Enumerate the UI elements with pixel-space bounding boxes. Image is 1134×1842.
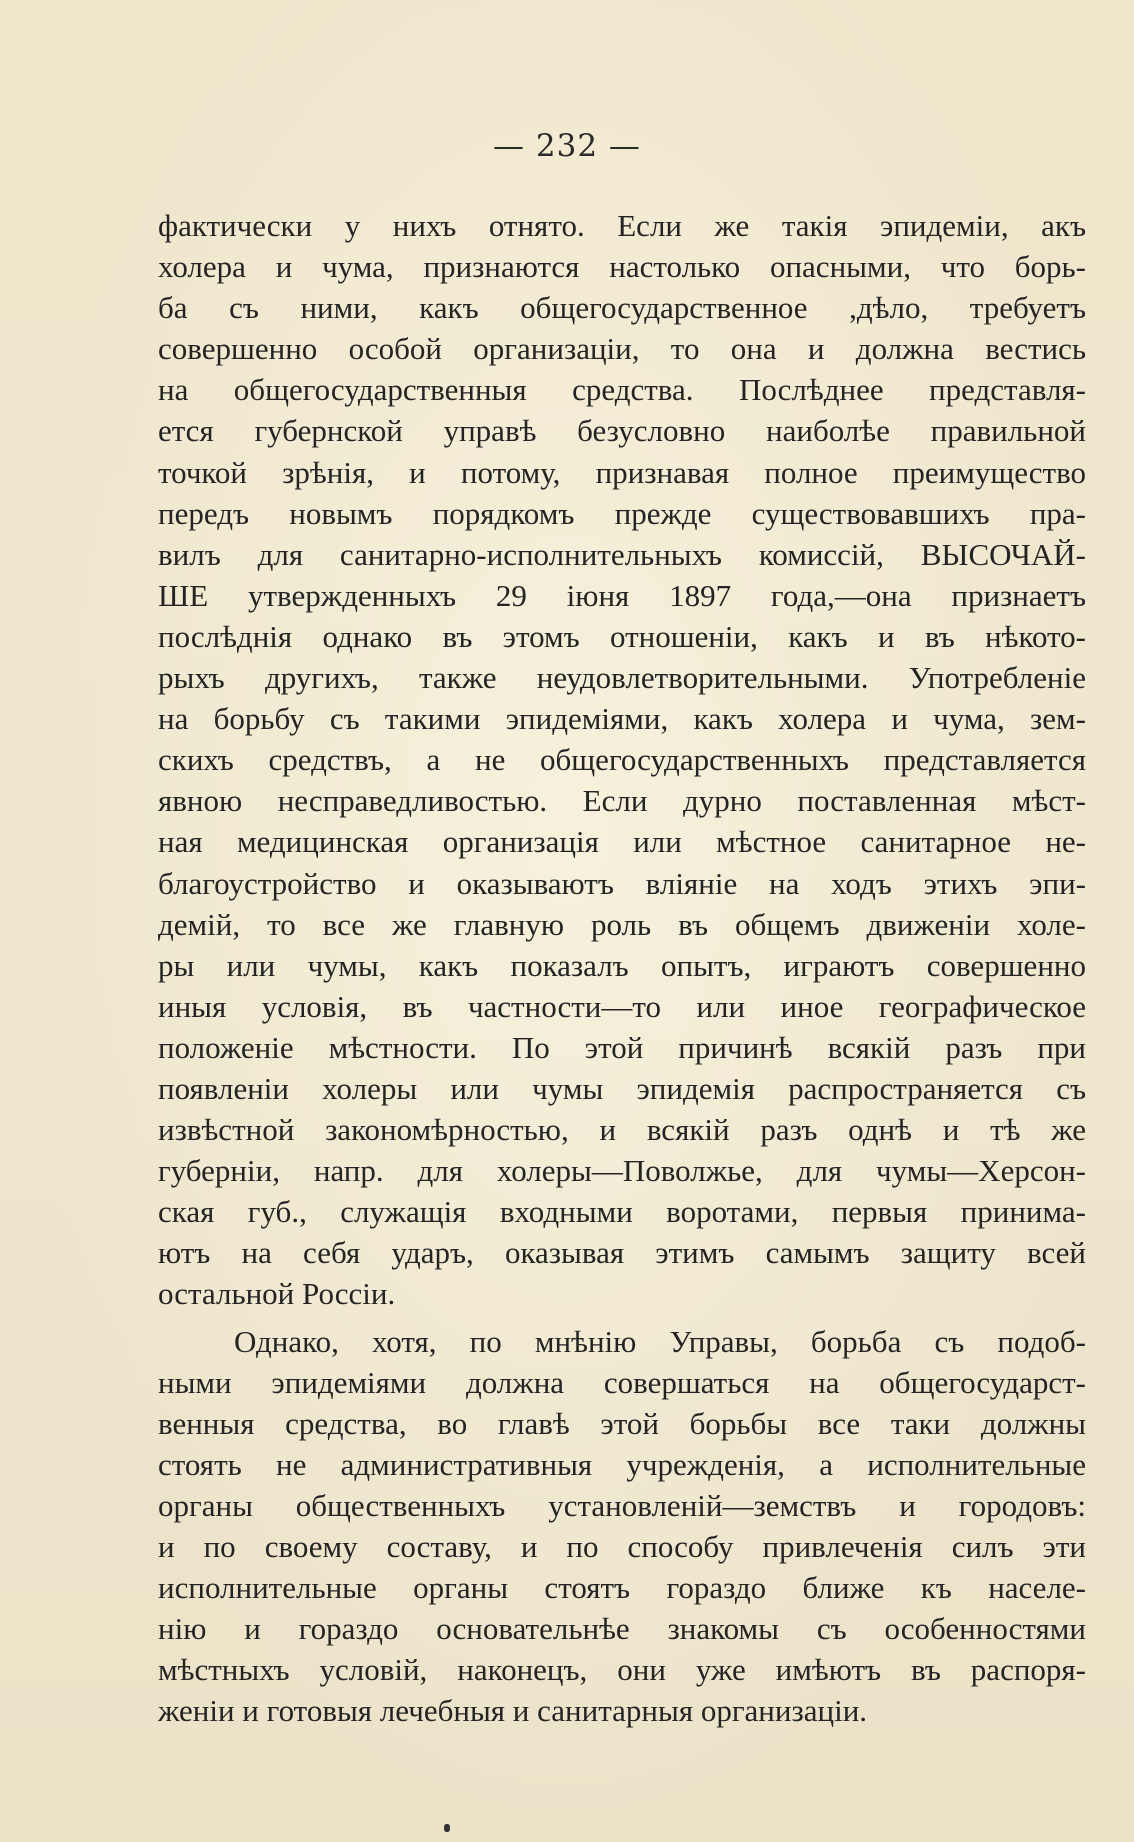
text-line: положеніе мѣстности. По этой причинѣ всякій разъ при — [158, 1029, 1086, 1065]
paragraph-1 — [158, 205, 1086, 1315]
text-line: ется губернской управѣ безусловно наиболѣе правильной — [158, 413, 1086, 449]
text-line: мѣстныхъ условій, наконецъ, они уже имѣютъ въ распоря- — [158, 1652, 1086, 1688]
page-number: — 232 — — [493, 128, 641, 164]
text-line: появленіи холеры или чумы эпидемія распространяется съ — [158, 1070, 1086, 1106]
text-line: точкой зрѣнія, и потому, признавая полное преимущество — [158, 454, 1086, 490]
text-line: ская губ., служащія входными воротами, первыя принима- — [158, 1194, 1086, 1230]
ink-speck — [444, 1824, 450, 1832]
text-line: передъ новымъ порядкомъ прежде существовавшихъ пра- — [158, 495, 1086, 531]
text-line: фактически у нихъ отнято. Если же такія эпидеміи, акъ — [158, 208, 1086, 243]
paragraph-2 — [158, 1321, 1086, 1732]
text-line: ры или чумы, какъ показалъ опытъ, играютъ совершенно — [158, 947, 1086, 983]
text-line: нію и гораздо основательнѣе знакомы съ особенностями — [158, 1611, 1086, 1647]
text-line: на борьбу съ такими эпидеміями, какъ холера и чума, зем- — [158, 701, 1086, 737]
text-line: ная медицинская организація или мѣстное санитарное не- — [158, 824, 1086, 860]
text-line: иныя условія, въ частности—то или иное географическое — [158, 988, 1086, 1024]
text-line: Однако, хотя, по мнѣнію Управы, борьба съ подоб- — [234, 1323, 1086, 1359]
text-line: ба съ ними, какъ общегосударственное ,дѣло, требуетъ — [158, 290, 1086, 326]
body-text — [158, 205, 1086, 1731]
text-line: губерніи, напр. для холеры—Поволжье, для чумы—Херсон- — [158, 1153, 1086, 1189]
text-line: органы общественныхъ установленій—земствъ и городовъ: — [158, 1487, 1086, 1523]
text-line: благоустройство и оказываютъ вліяніе на ходъ этихъ эпи- — [158, 865, 1086, 901]
text-line: совершенно особой организаціи, то она и должна вестись — [158, 331, 1086, 367]
text-line: ШЕ утвержденныхъ 29 іюня 1897 года,—она признаетъ — [158, 577, 1086, 613]
text-line: послѣднія однако въ этомъ отношеніи, какъ и въ нѣкото- — [158, 618, 1086, 654]
text-line: холера и чума, признаются настолько опасными, что борь- — [158, 249, 1086, 285]
text-line: и по своему составу, и по способу привлеченія силъ эти — [158, 1529, 1086, 1564]
text-line: вилъ для санитарно-исполнительныхъ комиссій, ВЫСОЧАЙ- — [158, 536, 1086, 572]
text-line: исполнительные органы стоятъ гораздо ближе къ населе- — [158, 1570, 1086, 1606]
text-line: женіи и готовыя лечебныя и санитарныя организаціи. — [158, 1693, 868, 1729]
text-line: венныя средства, во главѣ этой борьбы все таки должны — [158, 1405, 1086, 1441]
text-line: стоять не административныя учрежденія, а исполнительные — [158, 1446, 1086, 1482]
text-line: демій, то все же главную роль въ общемъ движеніи холе- — [158, 906, 1086, 942]
text-line: рыхъ другихъ, также неудовлетворительными. Употребленіе — [158, 660, 1086, 696]
text-line: скихъ средствъ, а не общегосударственныхъ представляется — [158, 742, 1086, 778]
text-line: остальной Россіи. — [158, 1276, 396, 1312]
text-line: ными эпидеміями должна совершаться на общегосударст- — [158, 1364, 1086, 1400]
text-line: явною несправедливостью. Если дурно поставленная мѣст- — [158, 783, 1086, 819]
text-line: на общегосударственныя средства. Послѣднее представля- — [158, 372, 1086, 408]
text-line: извѣстной закономѣрностью, и всякій разъ однѣ и тѣ же — [158, 1112, 1086, 1148]
text-line: ютъ на себя ударъ, оказывая этимъ самымъ защиту всей — [158, 1235, 1086, 1271]
